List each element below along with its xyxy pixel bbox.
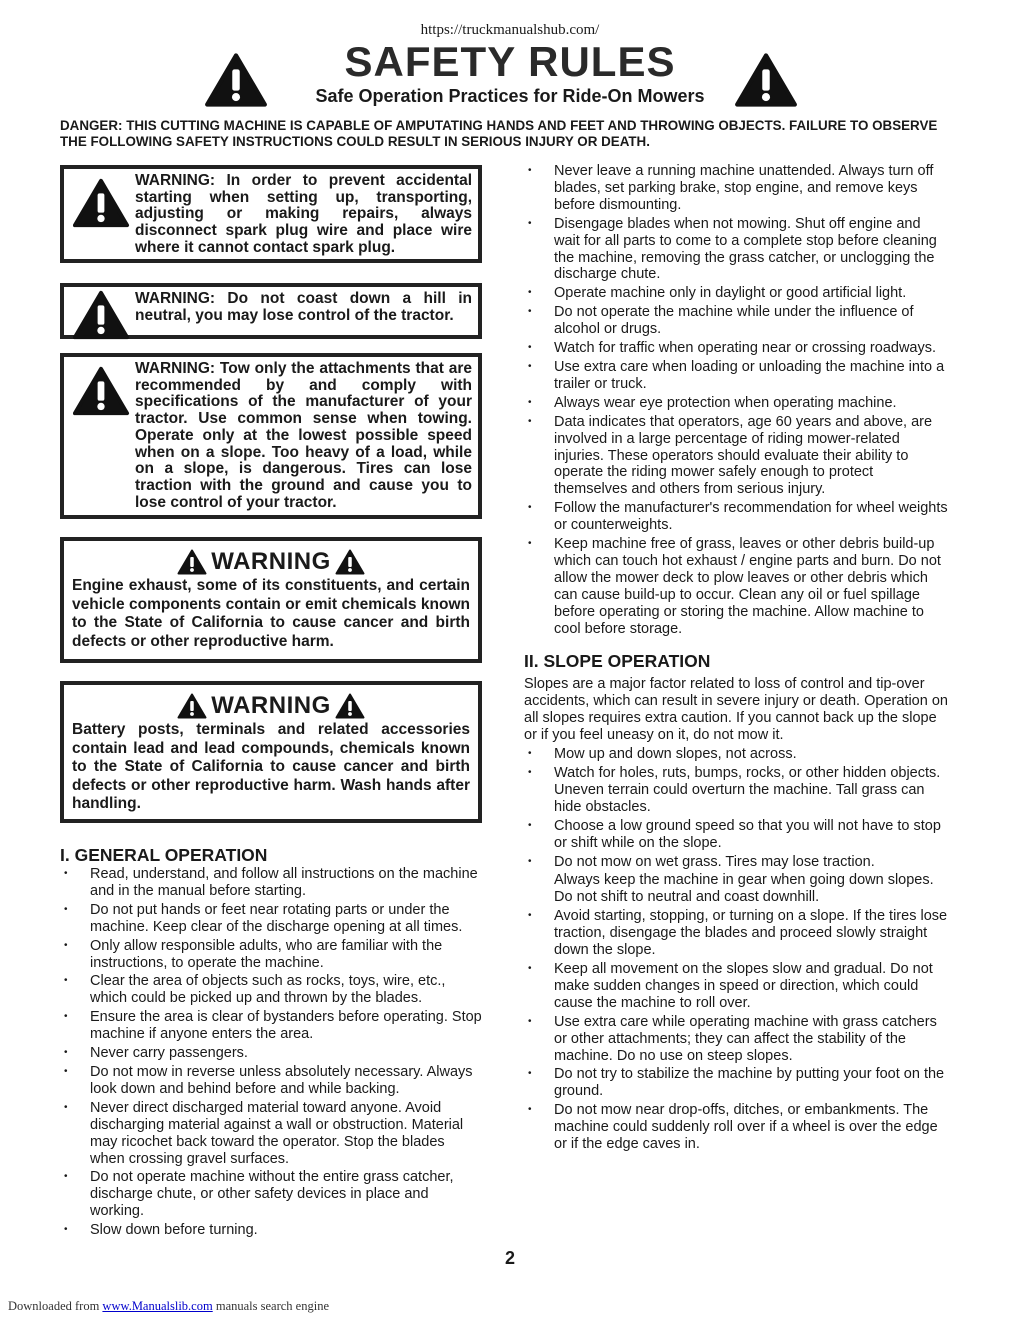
list-item: • Data indicates that operators, age 60 years and above, are involved in a large percentage of riding mower-related injuries. These operators should evaluate their ability to operate the riding mower safely enough to protect themselves and others from serious injury.	[524, 414, 948, 499]
warning-body: Battery posts, terminals and related accessories contain lead and lead compounds, chemicals known to the State of California to cause cancer and birth defects or other reproductive harm. Wash hands after handling.	[72, 721, 470, 812]
warning-box	[60, 283, 482, 339]
right-column	[524, 163, 948, 1155]
warning-triangle-icon	[177, 549, 207, 575]
list-item: • Watch for holes, ruts, bumps, rocks, or other hidden objects. Uneven terrain could overturn the machine. Tall grass can hide obstacles.	[524, 765, 948, 816]
general-operation-continued-list	[524, 163, 948, 637]
page-subtitle: Safe Operation Practices for Ride-On Mowers	[315, 86, 705, 106]
footer-prefix: Downloaded from	[8, 1299, 100, 1313]
warning-triangle-icon	[72, 365, 130, 417]
list-item: • Keep machine free of grass, leaves or other debris build-up which can touch hot exhaust / engine parts and burn. Do not allow the mower deck to plow leaves or other debris which can cause build-up to occur. Clean any oil or fuel spillage before operating or storing the machine. Allow machine to cool before storage.	[524, 536, 948, 637]
warning-heading	[72, 691, 470, 721]
footer-suffix: manuals search engine	[215, 1299, 329, 1313]
list-item: • Do not mow in reverse unless absolutely necessary. Always look down and behind before and while backing.	[60, 1064, 482, 1098]
page-title: SAFETY RULES	[344, 38, 676, 85]
warning-box	[60, 353, 482, 519]
list-item: • Do not operate machine without the entire grass catcher, discharge chute, or other safety devices in place and working.	[60, 1169, 482, 1220]
list-item: • Watch for traffic when operating near or crossing roadways.	[524, 340, 948, 357]
section-heading-general: I. GENERAL OPERATION	[60, 845, 268, 865]
list-item: • Keep all movement on the slopes slow and gradual. Do not make sudden changes in speed or direction, which could cause the machine to roll over.	[524, 961, 948, 1012]
section-heading-slope: II. SLOPE OPERATION	[524, 651, 711, 672]
danger-notice: DANGER: THIS CUTTING MACHINE IS CAPABLE OF AMPUTATING HANDS AND FEET AND THROWING OBJECTS. FAILURE TO OBSERVE THE FOLLOWING SAFETY INSTRUCTIONS COULD RESULT IN SERIOUS INJURY OR DEATH.	[60, 118, 938, 149]
list-item: • Do not mow on wet grass. Tires may lose traction.	[524, 854, 948, 871]
list-item: • Use extra care when loading or unloading the machine into a trailer or truck.	[524, 359, 948, 393]
california-warning-box	[60, 537, 482, 663]
list-item: • Do not put hands or feet near rotating parts or under the machine. Keep clear of the discharge opening at all times.	[60, 902, 482, 936]
general-operation-list	[60, 866, 482, 1239]
list-item: • Never carry passengers.	[60, 1045, 482, 1062]
list-item: • Ensure the area is clear of bystanders before operating. Stop machine if anyone enters the area.	[60, 1009, 482, 1043]
warning-triangle-icon	[72, 177, 130, 229]
list-item: • Avoid starting, stopping, or turning on a slope. If the tires lose traction, disengage the blades and proceed slowly straight down the slope.	[524, 908, 948, 959]
warning-text: WARNING: Do not coast down a hill in neutral, you may lose control of the tractor.	[135, 290, 472, 324]
source-url: https://truckmanualshub.com/	[420, 22, 600, 38]
list-item: • Do not operate the machine while under the influence of alcohol or drugs.	[524, 304, 948, 338]
battery-warning-box	[60, 681, 482, 823]
warning-heading	[72, 547, 470, 577]
slope-operation-list	[524, 746, 948, 1153]
warning-triangle-icon	[72, 289, 130, 341]
list-item: • Disengage blades when not mowing. Shut off engine and wait for all parts to come to a complete stop before cleaning the machine, removing the grass catcher, or unclogging the discharge chute.	[524, 216, 948, 284]
list-item: Always keep the machine in gear when going down slopes. Do not shift to neutral and coast downhill.	[554, 872, 934, 906]
warning-heading-label: WARNING	[211, 692, 331, 719]
list-item: • Follow the manufacturer's recommendation for wheel weights or counterweights.	[524, 500, 948, 534]
list-item: • Operate machine only in daylight or good artificial light.	[524, 285, 948, 302]
left-column	[60, 165, 482, 1241]
warning-triangle-icon	[335, 693, 365, 719]
list-item: • Do not try to stabilize the machine by putting your foot on the ground.	[524, 1066, 948, 1100]
list-item: • Read, understand, and follow all instructions on the machine and in the manual before starting.	[60, 866, 482, 900]
warning-triangle-icon	[335, 549, 365, 575]
warning-triangle-icon	[734, 52, 798, 108]
warning-text: WARNING: Tow only the attachments that are recommended by and comply with specifications of the manufacturer of your tractor. Use common sense when towing. Operate only at the lowest possible speed when on a slope. Too heavy of a load, while on a slope, is dangerous. Tires can lose traction with the ground and cause you to lose control of your tractor.	[135, 360, 472, 511]
manualslib-link[interactable]: www.Manualslib.com	[102, 1299, 213, 1313]
list-item: • Slow down before turning.	[60, 1222, 482, 1239]
list-item: • Never direct discharged material toward anyone. Avoid discharging material against a wall or obstruction. Material may ricochet back toward the operator. Stop the blades when crossing gravel surfaces.	[60, 1100, 482, 1168]
warning-triangle-icon	[177, 693, 207, 719]
warning-body: Engine exhaust, some of its constituents, and certain vehicle components contain or emit chemicals known to the State of California to cause cancer and birth defects or other reproductive harm.	[72, 577, 470, 650]
warning-box	[60, 165, 482, 263]
list-item: • Never leave a running machine unattended. Always turn off blades, set parking brake, stop engine, and remove keys before dismounting.	[524, 163, 948, 214]
warning-text: WARNING: In order to prevent accidental starting when setting up, transporting, adjusting or making repairs, always disconnect spark plug wire and place wire where it cannot contact spark plug.	[135, 172, 472, 256]
list-item: • Do not mow near drop-offs, ditches, or embankments. The machine could suddenly roll over if a wheel is over the edge or if the edge caves in.	[524, 1102, 948, 1153]
list-item: • Choose a low ground speed so that you will not have to stop or shift while on the slope.	[524, 818, 948, 852]
footer	[8, 1299, 329, 1314]
list-item: • Always wear eye protection when operating machine.	[524, 395, 948, 412]
list-item: • Only allow responsible adults, who are familiar with the instructions, to operate the machine.	[60, 938, 482, 972]
list-item: • Use extra care while operating machine with grass catchers or other attachments; they can affect the stability of the machine. Do no use on steep slopes.	[524, 1014, 948, 1065]
list-item: • Mow up and down slopes, not across.	[524, 746, 948, 763]
warning-heading-label: WARNING	[211, 548, 331, 575]
slope-intro: Slopes are a major factor related to loss of control and tip-over accidents, which can result in severe injury or death. Operation on all slopes requires extra caution. If you cannot back up the slope or if you feel uneasy on it, do not mow it.	[524, 676, 948, 744]
list-item: • Clear the area of objects such as rocks, toys, wire, etc., which could be picked up and thrown by the blades.	[60, 973, 482, 1007]
page-number: 2	[504, 1248, 515, 1268]
